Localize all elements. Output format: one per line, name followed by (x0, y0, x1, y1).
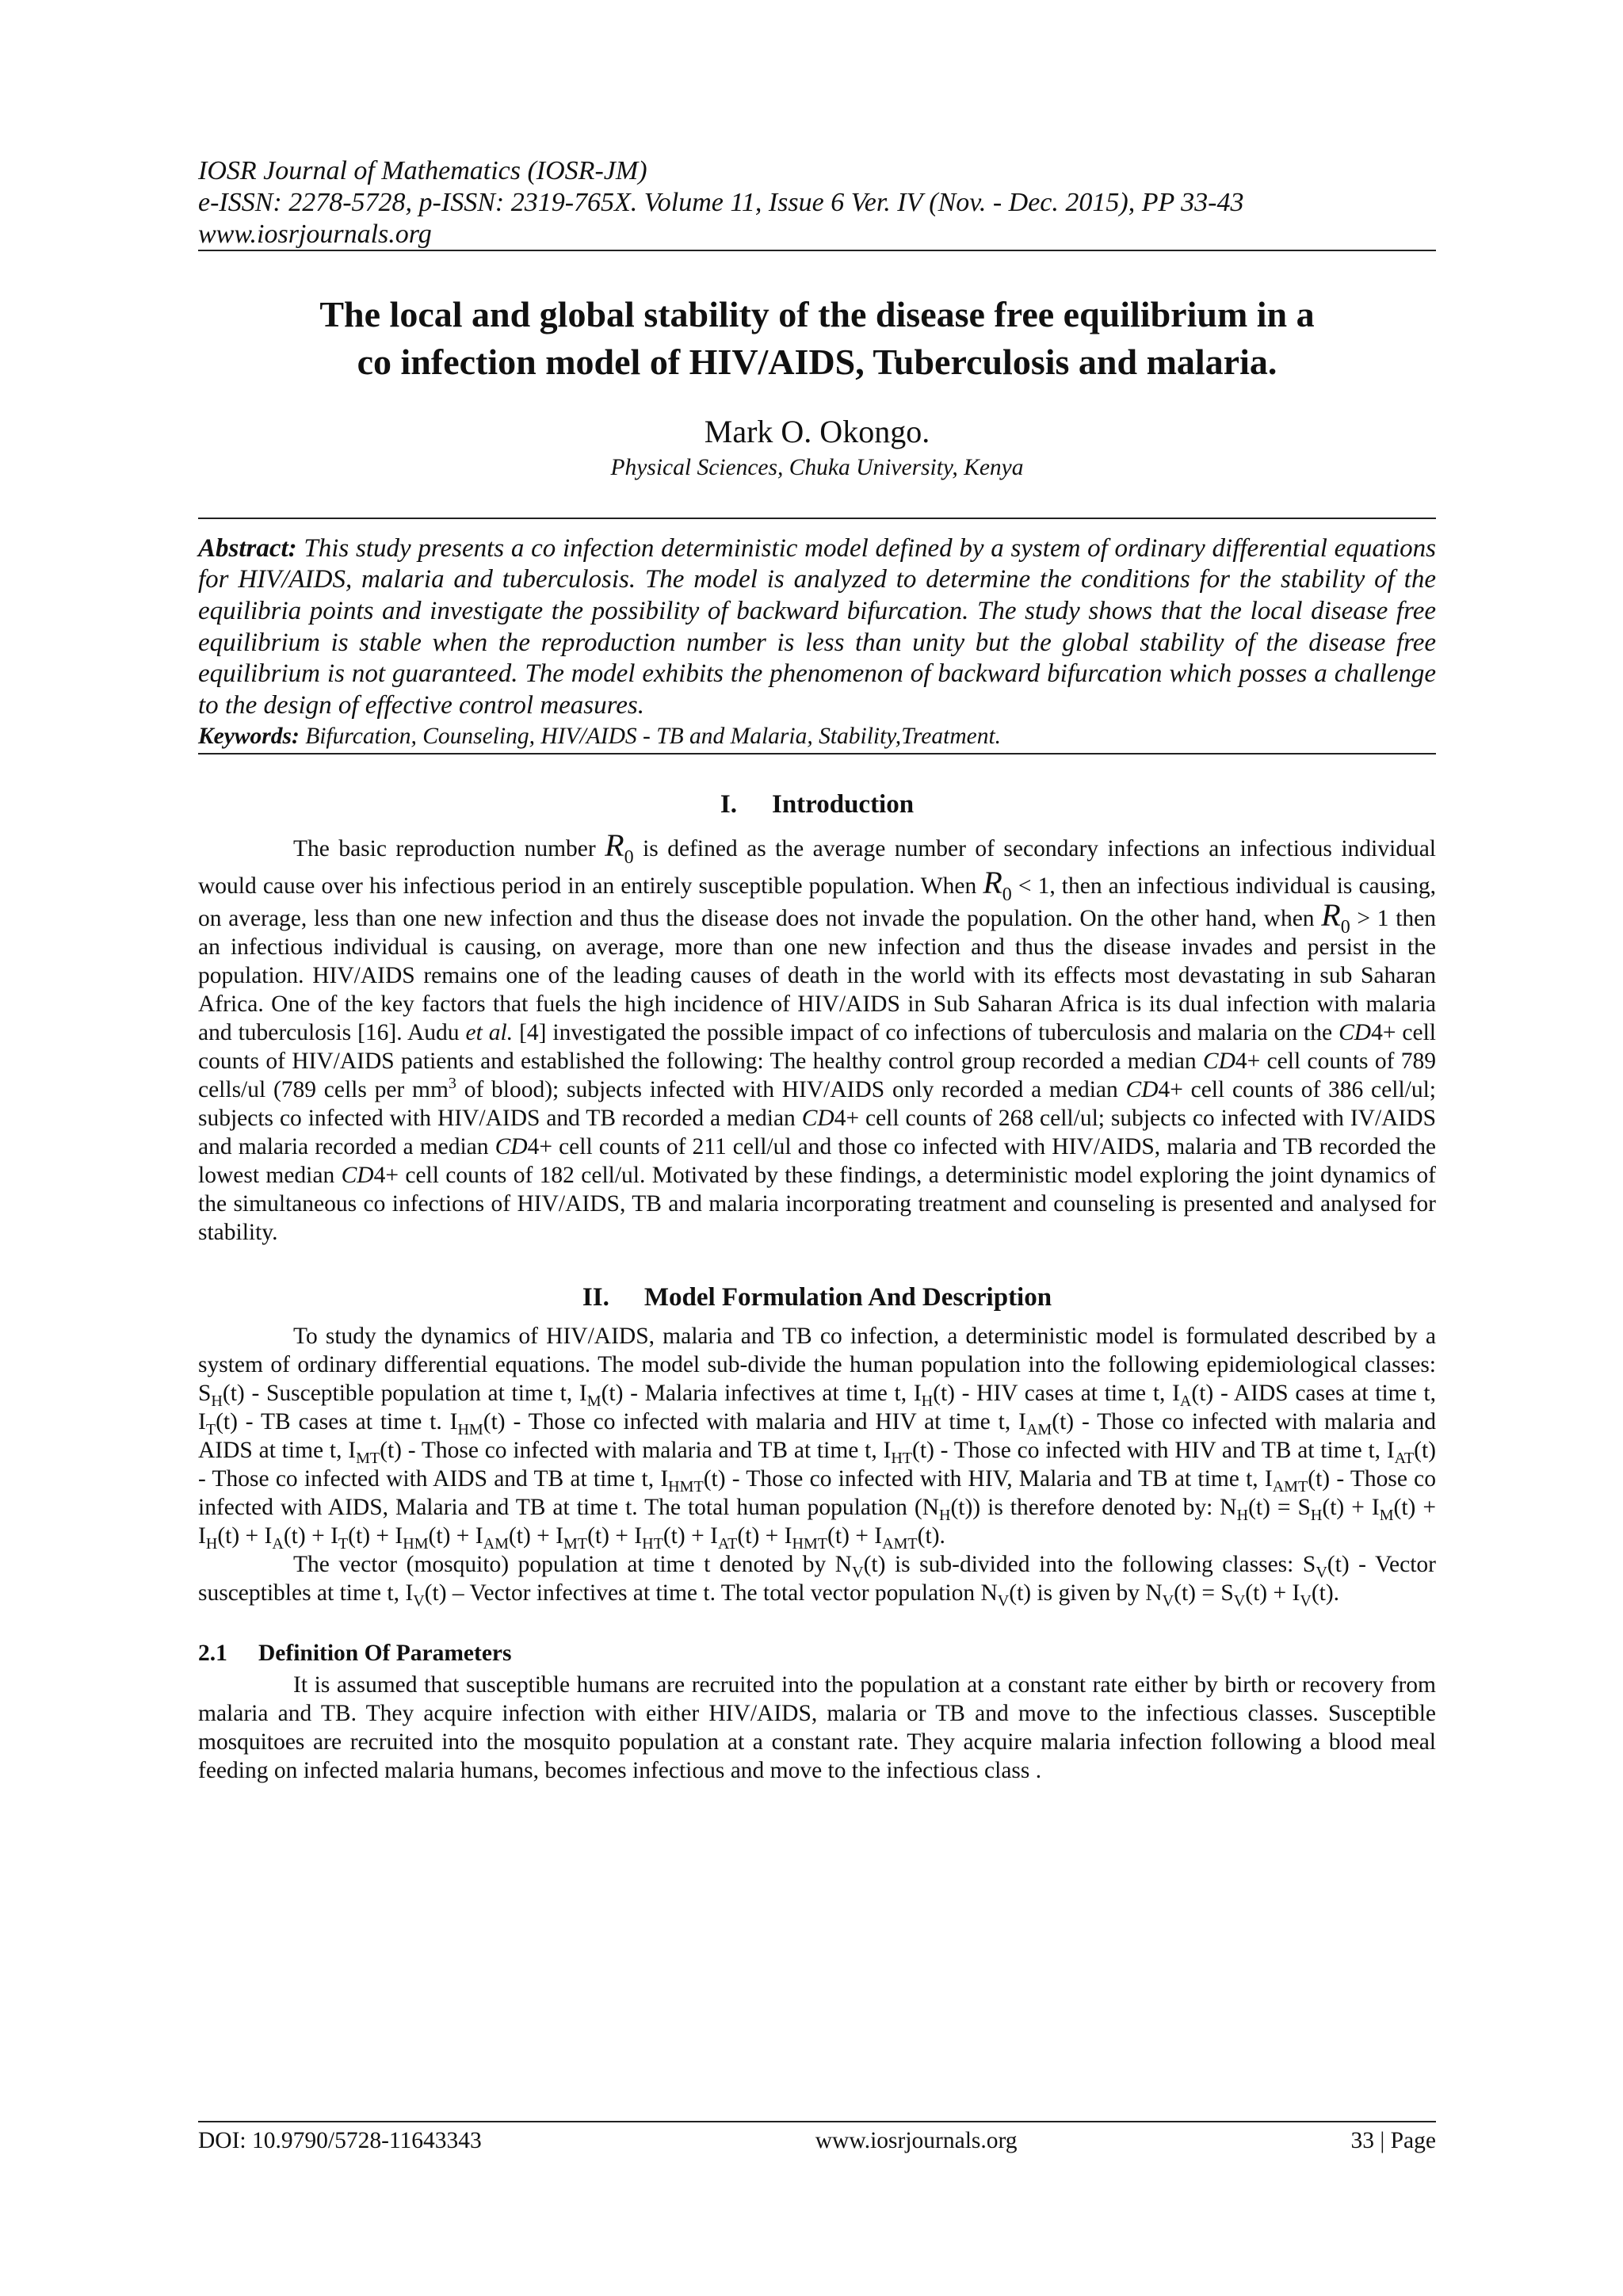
paper-title (198, 291, 1436, 386)
author-name: Mark O. Okongo. (704, 413, 930, 449)
section-heading-model (198, 1282, 1436, 1314)
page-footer (198, 2127, 1436, 2156)
title-line-2: co infection model of HIV/AIDS, Tuberculosis and malaria. (357, 342, 1277, 383)
section-title: Introduction (771, 790, 915, 819)
section-number: I. (720, 790, 737, 819)
title-line-1: The local and global stability of the disease free equilibrium in a (319, 294, 1315, 335)
journal-website: www.iosrjournals.org (198, 219, 432, 249)
abstract-text: This study presents a co infection deterministic model defined by a system of ordinary differential equations for HIV/AIDS, malaria and tuberculosis. The model is analyzed to determine the conditions for the stability of the equilibria points and investigate the possibility of backward bifurcation. The study shows that the local disease free equilibrium is stable when the reproduction number is less than unity but the global stability of the disease free equilibrium is not guaranteed. The model exhibits the phenomenon of backward bifurcation which posses a challenge to the design of effective control measures. (198, 533, 1437, 720)
r0-symbol: $R_0$ (1321, 896, 1350, 938)
r0-symbol: $R_0$ (983, 864, 1012, 905)
keywords-label: Keywords: (198, 724, 300, 750)
keywords (198, 723, 1436, 751)
section-number: II. (582, 1282, 609, 1312)
journal-issn: e-ISSN: 2278-5728, p-ISSN: 2319-765X. Volume 11, Issue 6 Ver. IV (Nov. - Dec. 2015), PP 33-43 (198, 187, 1244, 217)
footer-page-number: 33 | Page (1350, 2128, 1436, 2153)
header-divider (198, 250, 1436, 251)
journal-name: IOSR Journal of Mathematics (IOSR-JM) (198, 156, 647, 185)
parameters-paragraph: It is assumed that susceptible humans are recruited into the population at a constant rate either by birth or recovery from malaria and TB. They acquire infection with either HIV/AIDS, malaria or TB and move to the infectious classes. Susceptible mosquitoes are recruited into the mosquito population at a constant rate. They acquire malaria infection following a blood meal feeding on infected malaria humans, becomes infectious and move to the infectious class . (198, 1672, 1436, 1783)
author-affiliation: Physical Sciences, Chuka University, Kenya (610, 454, 1024, 480)
footer-website: www.iosrjournals.org (815, 2128, 1018, 2153)
section-title: Model Formulation And Description (643, 1282, 1052, 1312)
model-paragraph-2: The vector (mosquito) population at time t denoted by $N_V(t)$ is sub-divided into the following classes: $S_V(t)$ - Vector susceptibles at time t, $I_V(t)$ – Vector infectives at time t. The total vector population $N_V(t)$ is given by $N_V(t) = S_V(t) + I_V(t)$. (198, 1552, 1436, 1610)
abstract (198, 533, 1436, 722)
r0-symbol: $R_0$ (605, 827, 634, 869)
subsection-heading-parameters (198, 1640, 1436, 1668)
footer-doi: DOI: 10.9790/5728-11643343 (198, 2128, 482, 2153)
section-heading-introduction (198, 789, 1436, 821)
abstract-bottom-divider (198, 753, 1436, 755)
subsection-title: Definition Of Parameters (258, 1641, 512, 1667)
abstract-label: Abstract: (198, 533, 297, 563)
journal-header (198, 155, 1436, 250)
subsection-number: 2.1 (198, 1641, 227, 1667)
introduction-paragraph: The basic reproduction number $R_0$ is defined as the average number of secondary infections an infectious individual would cause over his infectious period in an entirely susceptible population. When $R_0 < 1$, then an infectious individual is causing, on average, less than one new infection and thus the disease does not invade the population. On the other hand, when $R_0 > 1$ then an infectious individual is causing, on average, more than one new infection and thus the disease invades and persist in the population. HIV/AIDS remains one of the leading causes of death in the world with its effects most devastating in sub Saharan Africa. One of the key factors that fuels the high incidence of HIV/AIDS in Sub Saharan Africa is its dual infection with malaria and tuberculosis [16]. Audu et al. [4] investigated the possible impact of co infections of tuberculosis and malaria on the CD4+ cell counts of HIV/AIDS patients and established the following: The healthy control group recorded a median CD4+ cell counts of 789 cells/ul (789 cells per $mm^3$ of blood); subjects infected with HIV/AIDS only recorded a median CD4+ cell counts of 386 cell/ul; subjects co infected with HIV/AIDS and TB recorded a median CD4+ cell counts of 268 cell/ul; subjects co infected with IV/AIDS and malaria recorded a median CD4+ cell counts of 211 cell/ul and those co infected with HIV/AIDS, malaria and TB recorded the lowest median CD4+ cell counts of 182 cell/ul. Motivated by these findings, a deterministic model exploring the joint dynamics of the simultaneous co infections of HIV/AIDS, TB and malaria incorporating treatment and counseling is presented and analysed for stability. (198, 827, 1436, 1245)
total-population-equation: $N_H(t) = S_H(t) + I_M(t) + I_H(t) + I_A(t) + I_T(t) + I_{HM}(t) + I_{AM}(t) + I_{MT}(t) + I_{HT}(t) + I_{AT}(t) + I_{HMT}(t) + I_{AMT}(t)$. (198, 1495, 1436, 1553)
model-paragraph-1: To study the dynamics of HIV/AIDS, malaria and TB co infection, a deterministic model is formulated described by a system of ordinary differential equations. The model sub-divide the human population into the following epidemiological classes: $S_H(t)$ - Susceptible population at time t, $I_M(t)$ - Malaria infectives at time t, $I_H(t)$ - HIV cases at time t, $I_A(t)$ - AIDS cases at time t, $I_T(t)$ - TB cases at time t. $I_{HM}(t)$ - Those co infected with malaria and HIV at time t, $I_{AM}(t)$ - Those co infected with malaria and AIDS at time t, $I_{MT}(t)$ - Those co infected with malaria and TB at time t, $I_{HT}(t)$ - Those co infected with HIV and TB at time t, $I_{AT}(t)$ - Those co infected with AIDS and TB at time t, $I_{HMT}(t)$ - Those co infected with HIV, Malaria and TB at time t, $I_{AMT}(t)$ - Those co infected with AIDS, Malaria and TB at time t. The total human population $(N_H(t))$ is therefore denoted by: $N_H(t) = S_H(t) + I_M(t) + I_H(t) + I_A(t) + I_T(t) + I_{HM}(t) + I_{AM}(t) + I_{MT}(t) + I_{HT}(t) + I_{AT}(t) + I_{HMT}(t) + I_{AMT}(t)$. (198, 1324, 1436, 1553)
footer-divider (198, 2121, 1436, 2122)
keywords-text: Bifurcation, Counseling, HIV/AIDS - TB and Malaria, Stability,Treatment. (305, 724, 1002, 750)
abstract-top-divider (198, 518, 1436, 519)
